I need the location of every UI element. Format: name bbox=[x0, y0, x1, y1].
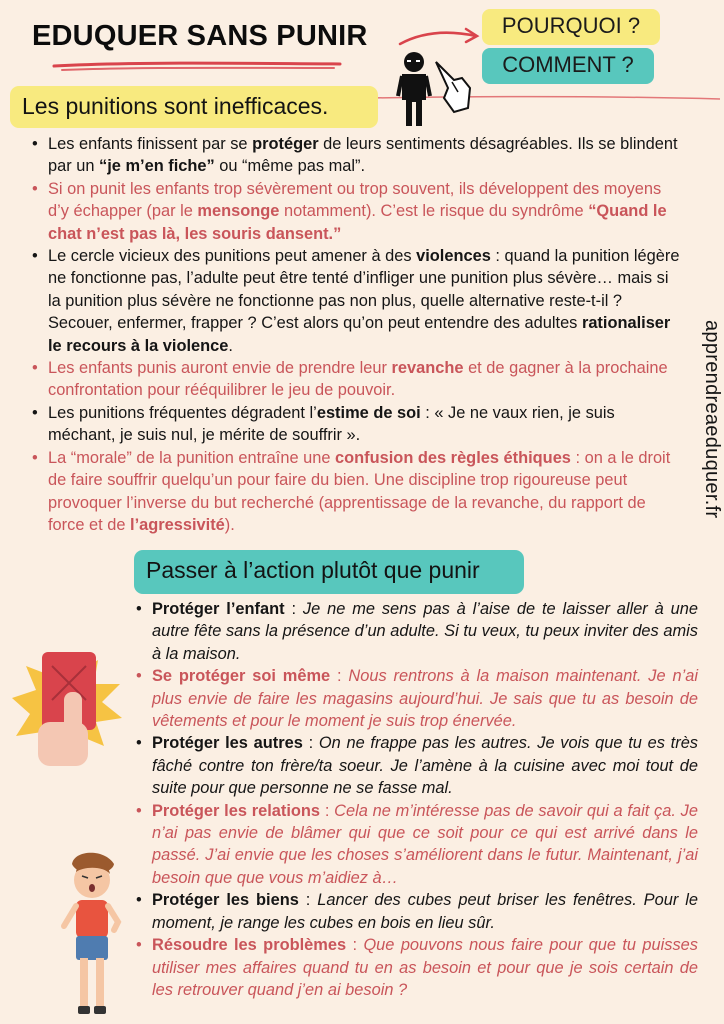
list-item: • Le cercle vicieux des punitions peut amener à des violences : quand la punition légère ne fonctionne pas, l’adulte peut être tenté d’infliger une punition plus sévère… mais si la punition plus sévère ne fonctionne pas non plus, quelle alternative reste-t-il ? Secouer, enfermer, frapper ? C’est alors qu’on peut entendre des adultes rationaliser le recours à la violence. bbox=[32, 245, 682, 357]
list-item: • Protéger les biens : Lancer des cubes peut briser les fenêtres. Pour le moment, je range les cubes en bois en lieu sûr. bbox=[136, 889, 698, 934]
brush-underline bbox=[48, 54, 348, 76]
list-item: • Les punitions fréquentes dégradent l’estime de soi : « Je ne vaux rien, je suis méchant, je suis nul, je mérite de souffrir ». bbox=[32, 402, 682, 447]
how-label: COMMENT ? bbox=[482, 48, 654, 84]
list-item: • Les enfants punis auront envie de prendre leur revanche et de gagner à la prochaine confrontation pour rééquilibrer le jeu de pouvoir. bbox=[32, 357, 682, 402]
list-item: • Protéger l’enfant : Je ne me sens pas à l’aise de te laisser aller à une autre fête sans la présence d’un adulte. Si tu veux, tu peux inviter des amis à la maison. bbox=[136, 598, 698, 665]
list-item: • Protéger les relations : Cela ne m’intéresse pas de savoir qui a fait ça. Je n’ai pas envie de blâmer qui que ce soit pour ce qui est arrivé dans le passé. J’ai envie que les choses s’améliorent dans le futur. Maintenant, j’ai besoin que que vous m’aidiez à… bbox=[136, 800, 698, 890]
pointing-hand-icon bbox=[432, 58, 474, 116]
list-item: • Les enfants finissent par se protéger de leurs sentiments désagréables. Ils se blindent par un “je m’en fiche” ou “même pas mal”. bbox=[32, 133, 682, 178]
list-item: • Se protéger soi même : Nous rentrons à la maison maintenant. Je n’ai plus envie de faire les magasins aujourd’hui. Je sais que tu as besoin de vêtements et pour le moment je suis trop énervée. bbox=[136, 665, 698, 732]
list-item: • La “morale” de la punition entraîne une confusion des règles éthiques : on a le droit de faire souffrir quelqu’un pour faire du bien. Une discipline trop rigoureuse peut provoquer l’inverse du but recherché (apprentissage de la revanche, du rapport de force et de l’agressivité). bbox=[32, 447, 682, 537]
angry-boy-icon bbox=[58, 852, 126, 1024]
page-title: EDUQUER SANS PUNIR bbox=[32, 20, 368, 52]
website-label: apprendreaeduquer.fr bbox=[701, 320, 723, 519]
why-label: POURQUOI ? bbox=[482, 9, 660, 45]
red-card-icon bbox=[8, 648, 126, 766]
list-item: • Si on punit les enfants trop sévèrement ou trop souvent, ils développent des moyens d’y échapper (par le mensonge notamment). C’est le risque du syndrôme “Quand le chat n’est pas là, les souris dansent.” bbox=[32, 178, 682, 245]
list-item: • Résoudre les problèmes : Que pouvons nous faire pour que tu puisses utiliser mes affaires quand tu en as besoin et pour que je sois certain de les retrouver quand j’en ai besoin ? bbox=[136, 934, 698, 1001]
section-title-ineffective: Les punitions sont inefficaces. bbox=[10, 86, 378, 128]
actions-list bbox=[136, 598, 698, 1001]
list-item: • Protéger les autres : On ne frappe pas les autres. Je vois que tu es très fâché contre ton frère/ta soeur. Je l’amène à la cuisine avec moi tout de suite pour que personne ne se fasse mal. bbox=[136, 732, 698, 799]
reasons-list bbox=[32, 133, 682, 536]
section-title-action: Passer à l’action plutôt que punir bbox=[134, 550, 524, 594]
